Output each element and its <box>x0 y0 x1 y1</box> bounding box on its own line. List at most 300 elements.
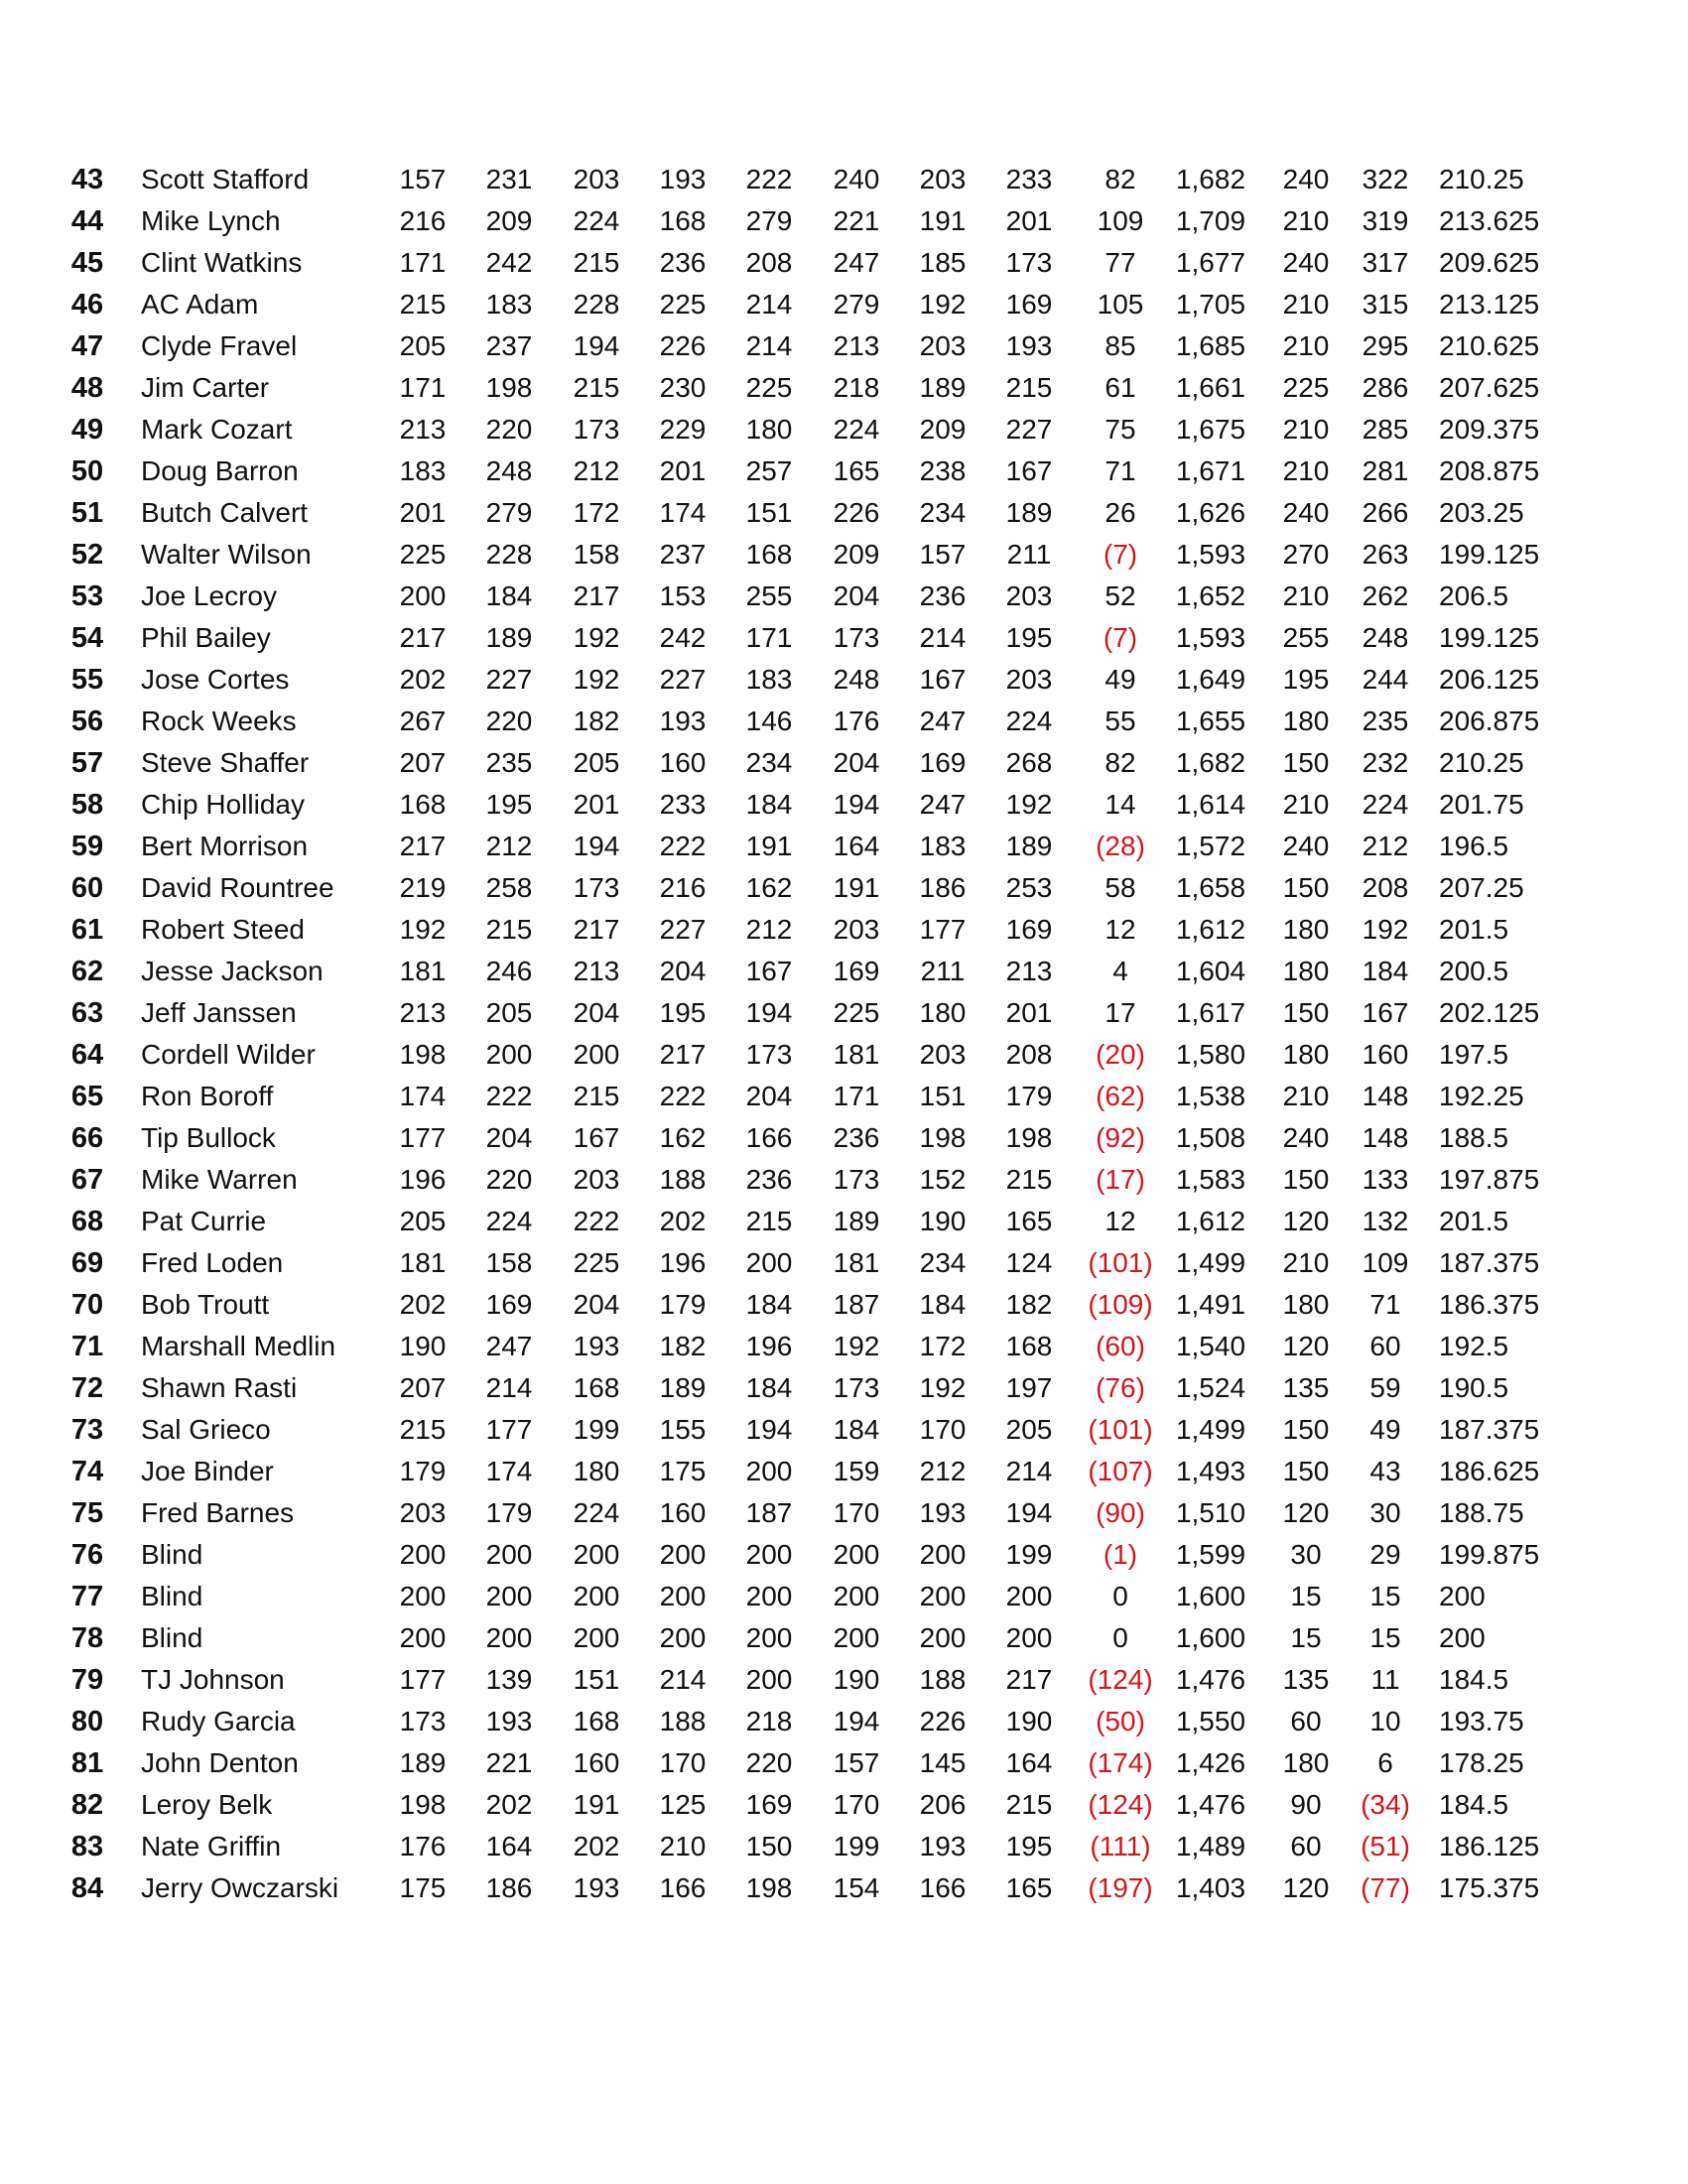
game-1-score: 174 <box>399 1081 447 1111</box>
game-3-score: 160 <box>573 1747 620 1778</box>
bowler-name: Blind <box>141 1539 203 1570</box>
game-5-score: 279 <box>745 205 793 236</box>
game-1-score: 175 <box>399 1872 447 1903</box>
game-1-score: 198 <box>399 1039 447 1070</box>
game-6-score: 187 <box>833 1289 880 1320</box>
rank-cell: 44 <box>70 205 104 237</box>
average: 196.5 <box>1439 831 1509 861</box>
total-pins: 1,617 <box>1175 997 1246 1028</box>
bowler-name: Jesse Jackson <box>141 956 324 986</box>
game-6-score: 157 <box>833 1747 880 1778</box>
points: 210 <box>1282 330 1330 361</box>
average: 213.125 <box>1439 289 1540 320</box>
game-1-score: 207 <box>399 747 447 778</box>
game-6-score: 190 <box>833 1664 880 1695</box>
game-8-score: 169 <box>1005 914 1053 945</box>
game-8-score: 164 <box>1005 1747 1053 1778</box>
game-3-score: 158 <box>573 539 620 570</box>
game-7-score: 186 <box>919 872 967 903</box>
game-7-score: 200 <box>919 1622 967 1653</box>
game-7-score: 152 <box>919 1164 967 1195</box>
average: 190.5 <box>1439 1372 1509 1403</box>
total-pins: 1,580 <box>1175 1039 1246 1070</box>
total-pins: 1,550 <box>1175 1706 1246 1736</box>
average: 210.25 <box>1439 747 1524 778</box>
game-4-score: 217 <box>659 1039 707 1070</box>
game-4-score: 233 <box>659 789 707 820</box>
table-row <box>0 1701 1688 1742</box>
game-1-score: 205 <box>399 1206 447 1236</box>
game-4-score: 222 <box>659 1081 707 1111</box>
game-2-score: 212 <box>485 831 533 861</box>
average: 200 <box>1439 1581 1486 1611</box>
rank-cell: 81 <box>70 1747 104 1779</box>
table-row <box>0 1576 1688 1617</box>
rank-cell: 82 <box>70 1789 104 1821</box>
total-pins: 1,661 <box>1175 372 1246 403</box>
game-5-score: 162 <box>745 872 793 903</box>
average: 210.625 <box>1439 330 1540 361</box>
game-4-score: 237 <box>659 539 707 570</box>
game-6-score: 154 <box>833 1872 880 1903</box>
points: 210 <box>1282 1247 1330 1278</box>
game-7-score: 214 <box>919 622 967 653</box>
rank-cell: 43 <box>70 164 104 195</box>
average: 186.125 <box>1439 1831 1540 1862</box>
bowler-name: Jeff Janssen <box>141 997 297 1028</box>
game-1-score: 198 <box>399 1789 447 1820</box>
game-8-score: 201 <box>1005 997 1053 1028</box>
table-row <box>0 909 1688 951</box>
average: 200 <box>1439 1622 1486 1653</box>
game-7-score: 145 <box>919 1747 967 1778</box>
game-4-score: 170 <box>659 1747 707 1778</box>
net-score: 148 <box>1362 1081 1409 1111</box>
average: 193.75 <box>1439 1706 1524 1736</box>
table-row <box>0 1784 1688 1826</box>
net-score: 43 <box>1369 1456 1401 1486</box>
game-7-score: 198 <box>919 1122 967 1153</box>
game-2-score: 198 <box>485 372 533 403</box>
rank-cell: 58 <box>70 789 104 821</box>
bowler-name: Jerry Owczarski <box>141 1872 339 1903</box>
game-5-score: 146 <box>745 706 793 736</box>
points: 210 <box>1282 455 1330 486</box>
points: 180 <box>1282 1747 1330 1778</box>
net-score: 133 <box>1362 1164 1409 1195</box>
game-8-score: 217 <box>1005 1664 1053 1695</box>
game-4-score: 200 <box>659 1622 707 1653</box>
plus-minus: 82 <box>1104 164 1136 194</box>
net-score: 10 <box>1369 1706 1401 1736</box>
bowler-name: Pat Currie <box>141 1206 267 1236</box>
game-5-score: 215 <box>745 1206 793 1236</box>
plus-minus: (124) <box>1088 1664 1153 1695</box>
game-6-score: 247 <box>833 247 880 278</box>
rank-cell: 84 <box>70 1872 104 1904</box>
points: 270 <box>1282 539 1330 570</box>
total-pins: 1,677 <box>1175 247 1246 278</box>
net-score: 263 <box>1362 539 1409 570</box>
game-8-score: 200 <box>1005 1581 1053 1611</box>
total-pins: 1,593 <box>1175 622 1246 653</box>
game-5-score: 225 <box>745 372 793 403</box>
game-8-score: 182 <box>1005 1289 1053 1320</box>
game-2-score: 200 <box>485 1539 533 1570</box>
game-7-score: 212 <box>919 1456 967 1486</box>
game-2-score: 200 <box>485 1039 533 1070</box>
rank-cell: 60 <box>70 872 104 904</box>
net-score: 212 <box>1362 831 1409 861</box>
points: 150 <box>1282 1164 1330 1195</box>
game-8-score: 203 <box>1005 580 1053 611</box>
bowler-name: Blind <box>141 1622 203 1653</box>
game-2-score: 139 <box>485 1664 533 1695</box>
table-row <box>0 1242 1688 1284</box>
game-8-score: 189 <box>1005 831 1053 861</box>
game-1-score: 200 <box>399 1539 447 1570</box>
total-pins: 1,583 <box>1175 1164 1246 1195</box>
table-row <box>0 1826 1688 1867</box>
game-1-score: 168 <box>399 789 447 820</box>
game-2-score: 177 <box>485 1414 533 1445</box>
game-2-score: 193 <box>485 1706 533 1736</box>
game-1-score: 202 <box>399 1289 447 1320</box>
net-score: 29 <box>1369 1539 1401 1570</box>
table-row <box>0 284 1688 325</box>
game-2-score: 205 <box>485 997 533 1028</box>
table-row <box>0 576 1688 617</box>
total-pins: 1,499 <box>1175 1414 1246 1445</box>
game-2-score: 179 <box>485 1497 533 1528</box>
table-row <box>0 450 1688 492</box>
game-8-score: 168 <box>1005 1331 1053 1361</box>
game-1-score: 207 <box>399 1372 447 1403</box>
game-1-score: 200 <box>399 1581 447 1611</box>
game-8-score: 215 <box>1005 372 1053 403</box>
game-4-score: 202 <box>659 1206 707 1236</box>
game-5-score: 194 <box>745 1414 793 1445</box>
table-row <box>0 1867 1688 1909</box>
average: 202.125 <box>1439 997 1540 1028</box>
average: 192.25 <box>1439 1081 1524 1111</box>
game-7-score: 188 <box>919 1664 967 1695</box>
game-1-score: 181 <box>399 956 447 986</box>
game-2-score: 164 <box>485 1831 533 1862</box>
game-3-score: 168 <box>573 1372 620 1403</box>
points: 135 <box>1282 1372 1330 1403</box>
game-3-score: 205 <box>573 747 620 778</box>
points: 150 <box>1282 1456 1330 1486</box>
average: 197.875 <box>1439 1164 1540 1195</box>
game-8-score: 227 <box>1005 414 1053 445</box>
game-2-score: 189 <box>485 622 533 653</box>
game-7-score: 191 <box>919 205 967 236</box>
game-3-score: 222 <box>573 1206 620 1236</box>
game-5-score: 200 <box>745 1456 793 1486</box>
rank-cell: 67 <box>70 1164 104 1196</box>
game-1-score: 196 <box>399 1164 447 1195</box>
average: 210.25 <box>1439 164 1524 194</box>
game-2-score: 258 <box>485 872 533 903</box>
game-6-score: 200 <box>833 1622 880 1653</box>
average: 187.375 <box>1439 1247 1540 1278</box>
points: 30 <box>1290 1539 1322 1570</box>
game-7-score: 190 <box>919 1206 967 1236</box>
game-4-score: 204 <box>659 956 707 986</box>
net-score: 59 <box>1369 1372 1401 1403</box>
total-pins: 1,682 <box>1175 164 1246 194</box>
plus-minus: 61 <box>1104 372 1136 403</box>
total-pins: 1,655 <box>1175 706 1246 736</box>
average: 209.625 <box>1439 247 1540 278</box>
bowler-name: Clint Watkins <box>141 247 303 278</box>
bowler-name: Sal Grieco <box>141 1414 271 1445</box>
bowler-name: Fred Loden <box>141 1247 284 1278</box>
game-6-score: 200 <box>833 1581 880 1611</box>
game-7-score: 170 <box>919 1414 967 1445</box>
table-row <box>0 1451 1688 1492</box>
game-4-score: 188 <box>659 1706 707 1736</box>
bowler-name: Joe Lecroy <box>141 580 277 611</box>
game-7-score: 151 <box>919 1081 967 1111</box>
net-score: 109 <box>1362 1247 1409 1278</box>
bowler-name: Phil Bailey <box>141 622 271 653</box>
game-1-score: 177 <box>399 1664 447 1695</box>
plus-minus: 12 <box>1104 914 1136 945</box>
game-1-score: 205 <box>399 330 447 361</box>
game-8-score: 195 <box>1005 1831 1053 1862</box>
table-row <box>0 1201 1688 1242</box>
rank-cell: 63 <box>70 997 104 1029</box>
bowler-name: Fred Barnes <box>141 1497 295 1528</box>
average: 208.875 <box>1439 455 1540 486</box>
game-8-score: 205 <box>1005 1414 1053 1445</box>
game-2-score: 158 <box>485 1247 533 1278</box>
game-6-score: 191 <box>833 872 880 903</box>
game-7-score: 167 <box>919 664 967 695</box>
game-8-score: 199 <box>1005 1539 1053 1570</box>
rank-cell: 61 <box>70 914 104 946</box>
game-3-score: 212 <box>573 455 620 486</box>
game-6-score: 170 <box>833 1789 880 1820</box>
table-row <box>0 1076 1688 1117</box>
game-1-score: 189 <box>399 1747 447 1778</box>
game-3-score: 203 <box>573 1164 620 1195</box>
rank-cell: 73 <box>70 1414 104 1446</box>
game-6-score: 199 <box>833 1831 880 1862</box>
game-1-score: 219 <box>399 872 447 903</box>
game-7-score: 211 <box>920 956 966 986</box>
game-7-score: 180 <box>919 997 967 1028</box>
total-pins: 1,614 <box>1175 789 1246 820</box>
plus-minus: (111) <box>1090 1831 1151 1862</box>
game-5-score: 208 <box>745 247 793 278</box>
game-3-score: 201 <box>573 789 620 820</box>
game-8-score: 194 <box>1005 1497 1053 1528</box>
game-4-score: 155 <box>659 1414 707 1445</box>
plus-minus: 0 <box>1112 1622 1128 1653</box>
total-pins: 1,538 <box>1175 1081 1246 1111</box>
game-6-score: 248 <box>833 664 880 695</box>
game-6-score: 213 <box>833 330 880 361</box>
game-6-score: 221 <box>833 205 880 236</box>
net-score: 132 <box>1362 1206 1409 1236</box>
rank-cell: 65 <box>70 1081 104 1112</box>
average: 184.5 <box>1439 1789 1509 1820</box>
game-4-score: 229 <box>659 414 707 445</box>
game-2-score: 242 <box>485 247 533 278</box>
bowler-name: Shawn Rasti <box>141 1372 298 1403</box>
average: 213.625 <box>1439 205 1540 236</box>
game-8-score: 190 <box>1005 1706 1053 1736</box>
bowler-name: Robert Steed <box>141 914 305 945</box>
game-6-score: 194 <box>833 789 880 820</box>
plus-minus: 55 <box>1104 706 1136 736</box>
points: 210 <box>1282 205 1330 236</box>
game-6-score: 200 <box>833 1539 880 1570</box>
game-4-score: 162 <box>659 1122 707 1153</box>
game-7-score: 200 <box>919 1539 967 1570</box>
total-pins: 1,604 <box>1175 956 1246 986</box>
average: 209.375 <box>1439 414 1540 445</box>
game-4-score: 125 <box>659 1789 707 1820</box>
points: 60 <box>1290 1831 1322 1862</box>
bowler-name: Bob Troutt <box>141 1289 270 1320</box>
bowler-name: TJ Johnson <box>141 1664 285 1695</box>
game-7-score: 236 <box>919 580 967 611</box>
points: 135 <box>1282 1664 1330 1695</box>
game-5-score: 200 <box>745 1247 793 1278</box>
table-row <box>0 325 1688 367</box>
net-score: 15 <box>1369 1581 1401 1611</box>
rank-cell: 52 <box>70 539 104 571</box>
table-row <box>0 826 1688 867</box>
game-6-score: 194 <box>833 1706 880 1736</box>
rank-cell: 71 <box>70 1331 104 1362</box>
table-row <box>0 992 1688 1034</box>
net-score: 286 <box>1362 372 1409 403</box>
game-1-score: 177 <box>399 1122 447 1153</box>
game-7-score: 193 <box>919 1831 967 1862</box>
game-6-score: 204 <box>833 580 880 611</box>
game-5-score: 187 <box>745 1497 793 1528</box>
game-3-score: 228 <box>573 289 620 320</box>
rank-cell: 55 <box>70 664 104 696</box>
total-pins: 1,493 <box>1175 1456 1246 1486</box>
game-4-score: 193 <box>659 706 707 736</box>
average: 206.5 <box>1439 580 1509 611</box>
net-score: 208 <box>1362 872 1409 903</box>
game-4-score: 189 <box>659 1372 707 1403</box>
rank-cell: 80 <box>70 1706 104 1737</box>
points: 210 <box>1282 1081 1330 1111</box>
game-7-score: 193 <box>919 1497 967 1528</box>
points: 120 <box>1282 1206 1330 1236</box>
table-row <box>0 742 1688 784</box>
game-4-score: 242 <box>659 622 707 653</box>
net-score: 148 <box>1362 1122 1409 1153</box>
game-5-score: 200 <box>745 1539 793 1570</box>
game-7-score: 238 <box>919 455 967 486</box>
game-2-score: 183 <box>485 289 533 320</box>
points: 240 <box>1282 1122 1330 1153</box>
game-4-score: 200 <box>659 1539 707 1570</box>
game-6-score: 173 <box>833 1164 880 1195</box>
game-3-score: 217 <box>573 580 620 611</box>
game-2-score: 209 <box>485 205 533 236</box>
game-7-score: 157 <box>919 539 967 570</box>
bowler-name: Rudy Garcia <box>141 1706 296 1736</box>
game-4-score: 214 <box>659 1664 707 1695</box>
total-pins: 1,572 <box>1175 831 1246 861</box>
game-3-score: 151 <box>573 1664 620 1695</box>
game-7-score: 203 <box>919 164 967 194</box>
game-1-score: 157 <box>399 164 447 194</box>
game-1-score: 171 <box>399 372 447 403</box>
game-2-score: 248 <box>485 455 533 486</box>
points: 150 <box>1282 872 1330 903</box>
game-5-score: 236 <box>745 1164 793 1195</box>
game-7-score: 166 <box>919 1872 967 1903</box>
bowler-name: John Denton <box>141 1747 299 1778</box>
points: 150 <box>1282 747 1330 778</box>
game-5-score: 151 <box>745 497 793 528</box>
rank-cell: 59 <box>70 831 104 862</box>
table-row <box>0 159 1688 200</box>
bowler-name: David Rountree <box>141 872 334 903</box>
average: 192.5 <box>1439 1331 1509 1361</box>
game-4-score: 193 <box>659 164 707 194</box>
game-2-score: 231 <box>485 164 533 194</box>
rank-cell: 64 <box>70 1039 104 1071</box>
average: 199.125 <box>1439 539 1540 570</box>
game-7-score: 247 <box>919 706 967 736</box>
bowler-name: Cordell Wilder <box>141 1039 316 1070</box>
game-5-score: 257 <box>745 455 793 486</box>
game-1-score: 217 <box>399 622 447 653</box>
total-pins: 1,658 <box>1175 872 1246 903</box>
game-8-score: 193 <box>1005 330 1053 361</box>
table-row <box>0 1492 1688 1534</box>
game-6-score: 203 <box>833 914 880 945</box>
game-1-score: 183 <box>399 455 447 486</box>
game-7-score: 247 <box>919 789 967 820</box>
plus-minus: (92) <box>1096 1122 1145 1153</box>
rank-cell: 77 <box>70 1581 104 1612</box>
bowler-name: Jim Carter <box>141 372 270 403</box>
total-pins: 1,508 <box>1175 1122 1246 1153</box>
game-6-score: 165 <box>833 455 880 486</box>
plus-minus: 26 <box>1104 497 1136 528</box>
net-score: 49 <box>1369 1414 1401 1445</box>
bowler-name: Scott Stafford <box>141 164 310 194</box>
table-row <box>0 1034 1688 1076</box>
bowler-name: Joe Binder <box>141 1456 274 1486</box>
net-score: (77) <box>1361 1872 1410 1903</box>
plus-minus: 82 <box>1104 747 1136 778</box>
game-5-score: 204 <box>745 1081 793 1111</box>
plus-minus: 77 <box>1104 247 1136 278</box>
net-score: 167 <box>1362 997 1409 1028</box>
game-4-score: 160 <box>659 747 707 778</box>
table-row <box>0 1617 1688 1659</box>
total-pins: 1,593 <box>1175 539 1246 570</box>
net-score: 224 <box>1362 789 1409 820</box>
net-score: 317 <box>1362 247 1409 278</box>
game-2-score: 227 <box>485 664 533 695</box>
game-8-score: 233 <box>1005 164 1053 194</box>
